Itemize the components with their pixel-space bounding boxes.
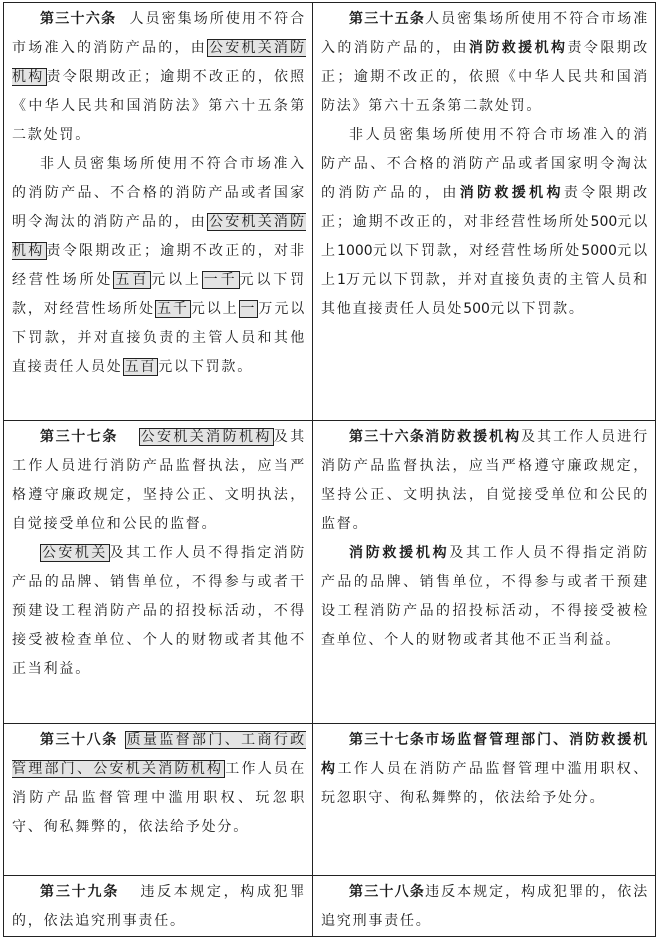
amount: 1 bbox=[336, 272, 346, 288]
highlighted-deletion: 公安机关消防机构 bbox=[12, 40, 306, 85]
table-row bbox=[4, 876, 656, 937]
paragraph: 消防救援机构及其工作人员不得指定消防产品的品牌、销售单位，不得参与或者干预建设工程消防产品的招投标活动，不得接受被检查单位、个人的财物或者其他不正当利益。 bbox=[321, 545, 649, 648]
paragraph: 非人员密集场所使用不符合市场准入的消防产品、不合格的消防产品或者国家明令淘汰的消防产品的，由消防救援机构责令限期改正；逾期不改正的，对非经营性场所处500元以上1000元以下罚款，对经营性场所处5000元以上1万元以下罚款，并对直接负责的主管人员和其他直接责任人员处500元以下罚款。 bbox=[321, 127, 649, 317]
old-text-cell bbox=[4, 876, 313, 937]
highlighted-deletion: 一千 bbox=[203, 272, 238, 288]
highlighted-deletion: 公安机关消防机构 bbox=[140, 429, 272, 445]
new-text-cell bbox=[313, 421, 656, 724]
article-number: 第三十八条 bbox=[40, 732, 118, 748]
table-row bbox=[4, 724, 656, 876]
paragraph: 第三十九条 违反本规定，构成犯罪的，依法追究刑事责任。 bbox=[12, 884, 306, 929]
article-number: 第三十六条 bbox=[40, 11, 117, 27]
paragraph: 第三十六条消防救援机构及其工作人员进行消防产品监督执法，应当严格遵守廉政规定，坚持公正、文明执法，自觉接受单位和公民的监督。 bbox=[321, 429, 649, 532]
highlighted-deletion: 质量监督部门、工商行政管理部门、公安机关消防机构 bbox=[12, 732, 306, 777]
old-text-cell bbox=[4, 724, 313, 876]
highlighted-deletion: 五千 bbox=[157, 301, 189, 317]
bold-revision: 消防救援机构 bbox=[468, 40, 568, 56]
paragraph: 公安机关 及其工作人员不得指定消防产品的品牌、销售单位，不得参与或者干预建设工程消防产品的招投标活动，不得接受被检查单位、个人的财物或者其他不正当利益。 bbox=[12, 545, 306, 677]
highlighted-deletion: 公安机关消防机构 bbox=[12, 214, 306, 259]
table-row bbox=[4, 3, 656, 421]
new-text-cell bbox=[313, 3, 656, 421]
bold-revision: 消防救援机构 bbox=[459, 185, 564, 201]
paragraph: 第三十六条 人员密集场所使用不符合市场准入的消防产品的，由 公安机关消防机构 责令限期改正；逾期不改正的，依照《中华人民共和国消防法》第六十五条第二款处罚。 bbox=[12, 11, 306, 143]
new-text-cell bbox=[313, 724, 656, 876]
highlighted-deletion: 公安机关 bbox=[42, 545, 108, 561]
article-number: 第三十七条 bbox=[349, 732, 426, 748]
old-text-cell bbox=[4, 3, 313, 421]
paragraph: 第三十七条市场监督管理部门、消防救援机构工作人员在消防产品监督管理中滥用职权、玩忽职守、徇私舞弊的，依法给予处分。 bbox=[321, 732, 650, 806]
amount: 1000 bbox=[337, 243, 373, 259]
new-text-cell bbox=[313, 876, 656, 937]
article-number: 第三十九条 bbox=[40, 884, 120, 900]
highlighted-deletion: 五百 bbox=[115, 272, 150, 288]
comparison-table bbox=[3, 2, 656, 937]
article-number: 第三十五条 bbox=[349, 11, 426, 27]
paragraph: 第三十五条人员密集场所使用不符合市场准入的消防产品的，由消防救援机构责令限期改正；逾期不改正的，依照《中华人民共和国消防法》第六十五条第二款处罚。 bbox=[321, 11, 650, 114]
paragraph: 非人员密集场所使用不符合市场准入的消防产品、不合格的消防产品或者国家明令淘汰的消防产品的，由 公安机关消防机构 责令限期改正；逾期不改正的，对非经营性场所处 五百 元以上 一千 元以下罚款，对经营性场所处 五千 元以上 一 万元以下罚款，并对直接负责的主管人员和其他直接责任人员处 五百 元以下罚款。 bbox=[12, 156, 307, 375]
article-number: 第三十八条 bbox=[349, 884, 426, 900]
highlighted-deletion: 五百 bbox=[124, 359, 157, 375]
bold-revision: 市场监督管理部门、消防救援机构 bbox=[321, 732, 650, 777]
bold-revision: 消防救援机构 bbox=[425, 429, 522, 445]
amount: 5000 bbox=[581, 243, 617, 259]
article-number: 第三十七条 bbox=[40, 429, 119, 445]
paragraph: 第三十八条 质量监督部门、工商行政管理部门、公安机关消防机构 工作人员在消防产品监督管理中滥用职权、玩忽职守、徇私舞弊的，依法给予处分。 bbox=[12, 732, 307, 835]
article-number: 第三十六条 bbox=[349, 429, 426, 445]
paragraph: 第三十八条违反本规定，构成犯罪的，依法追究刑事责任。 bbox=[321, 884, 650, 929]
old-text-cell bbox=[4, 421, 313, 724]
bold-revision: 消防救援机构 bbox=[349, 545, 450, 561]
table-row bbox=[4, 421, 656, 724]
amount: 500 bbox=[590, 214, 618, 230]
highlighted-deletion: 一 bbox=[240, 301, 257, 317]
amount: 500 bbox=[463, 301, 490, 317]
paragraph: 第三十七条 公安机关消防机构 及其工作人员进行消防产品监督执法，应当严格遵守廉政规定，坚持公正、文明执法，自觉接受单位和公民的监督。 bbox=[12, 429, 306, 532]
